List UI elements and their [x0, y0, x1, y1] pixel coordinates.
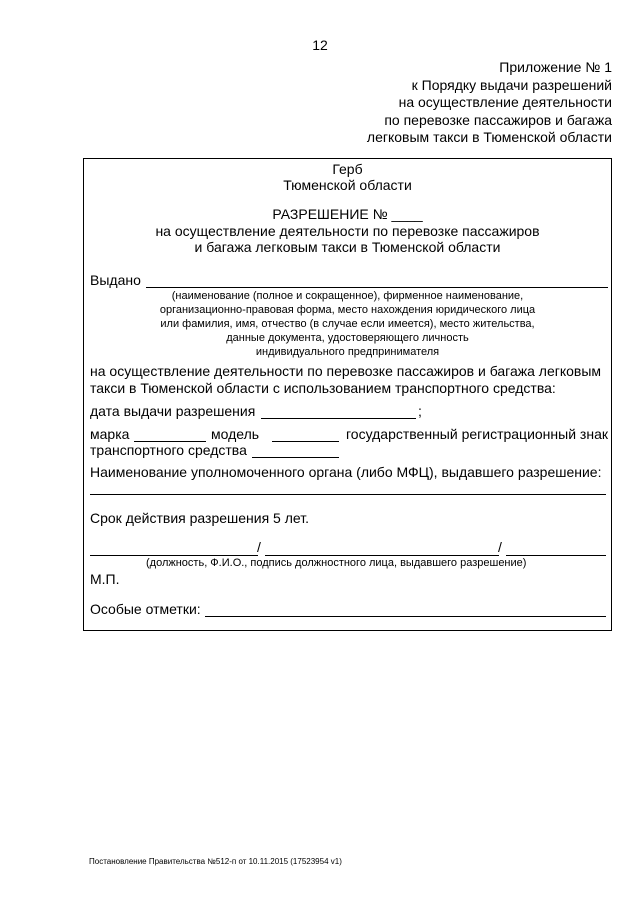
- permit-form: [83, 158, 612, 631]
- issue-date-label: дата выдачи разрешения: [90, 403, 256, 419]
- issued-field[interactable]: [146, 287, 608, 288]
- signature-separator: /: [257, 539, 261, 555]
- issue-date-end: ;: [418, 403, 422, 419]
- vehicle-label: транспортного средства: [90, 442, 247, 458]
- special-notes-field[interactable]: [205, 616, 606, 617]
- hint-line: (наименование (полное и сокращенное), фирменное наименование,: [171, 290, 524, 302]
- coat-of-arms-label: Герб: [332, 161, 363, 177]
- authority-field[interactable]: [90, 494, 606, 495]
- issued-hint: [84, 289, 611, 359]
- model-field[interactable]: [272, 441, 339, 442]
- appendix-line: на осуществление деятельности: [398, 94, 612, 110]
- signature-separator: /: [498, 539, 502, 555]
- appendix-header: [282, 59, 612, 147]
- vehicle-field[interactable]: [252, 457, 339, 458]
- footer-reference: Постановление Правительства №512-п от 10.11.2015 (17523954 v1): [89, 857, 342, 866]
- hint-line: индивидуального предпринимателя: [255, 346, 440, 358]
- appendix-line: к Порядку выдачи разрешений: [411, 76, 612, 93]
- purpose-text-1: на осуществление деятельности по перевозке пассажиров и багажа легковым: [90, 363, 602, 379]
- issued-label: Выдано: [90, 272, 141, 288]
- issue-date-field[interactable]: [261, 418, 416, 419]
- hint-line: или фамилия, имя, отчество (в случае если имеется), место жительства,: [160, 318, 535, 330]
- permit-subtitle-2: и багажа легковым такси в Тюменской области: [194, 239, 501, 255]
- permit-title: РАЗРЕШЕНИЕ № ____: [272, 206, 423, 222]
- coat-of-arms-region: Тюменской области: [283, 177, 412, 193]
- special-notes-label: Особые отметки:: [90, 601, 201, 617]
- hint-line: данные документа, удостоверяющего личность: [226, 332, 469, 344]
- permit-subtitle-1: на осуществление деятельности по перевозке пассажиров: [155, 223, 540, 239]
- model-label: модель: [211, 426, 260, 442]
- appendix-line: Приложение № 1: [499, 59, 612, 75]
- purpose-text-2: такси в Тюменской области с использованием транспортного средства:: [90, 380, 556, 396]
- signature-hint: (должность, Ф.И.О., подпись должностного лица, выдавшего разрешение): [146, 557, 527, 569]
- authority-label: Наименование уполномоченного органа (либо МФЦ), выдавшего разрешение:: [90, 464, 602, 480]
- page-number: 12: [312, 37, 328, 53]
- brand-label: марка: [90, 426, 130, 442]
- appendix-line: легковым такси в Тюменской области: [366, 129, 612, 145]
- hint-line: организационно-правовая форма, место нахождения юридического лица: [159, 304, 536, 316]
- stamp-label: М.П.: [90, 571, 120, 587]
- appendix-line: по перевозке пассажиров и багажа: [384, 111, 612, 128]
- validity-text: Срок действия разрешения 5 лет.: [90, 510, 309, 526]
- reg-sign-label: государственный регистрационный знак: [346, 426, 608, 442]
